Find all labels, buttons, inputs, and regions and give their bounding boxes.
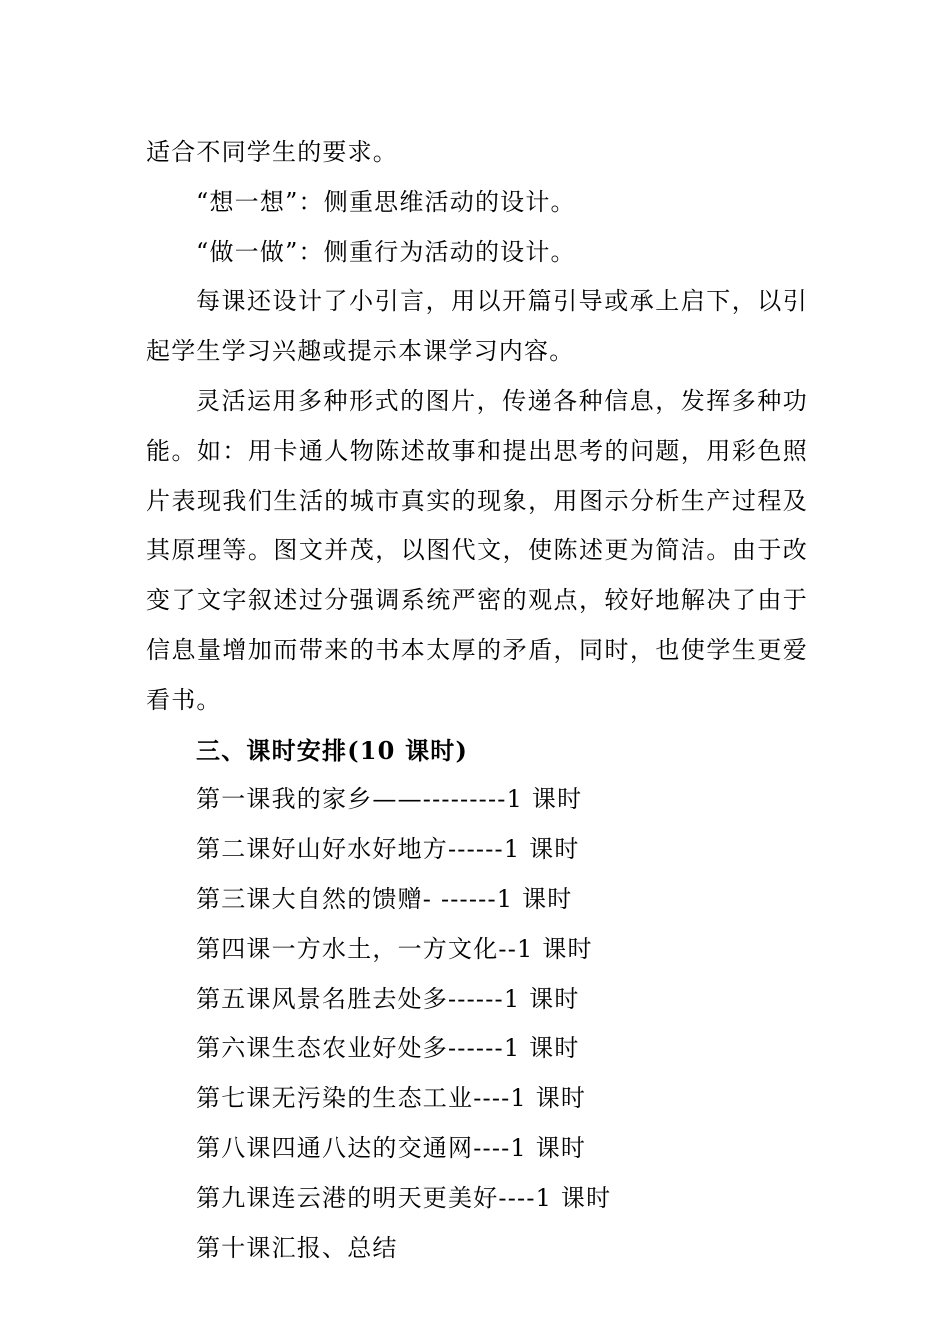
schedule-item: 第四课一方水土，一方文化--1 课时 [196,934,593,963]
schedule-list [146,775,808,1273]
schedule-item: 第三课大自然的馈赠- ------1 课时 [196,884,573,913]
paragraph-think: “想一想”：侧重思维活动的设计。 [196,187,576,216]
paragraph-pictures: 灵活运用多种形式的图片，传递各种信息，发挥多种功能。如：用卡通人物陈述故事和提出思考的问题，用彩色照片表现我们生活的城市真实的现象，用图示分析生产过程及其原理等。图文并茂，以图代文，使陈述更为简洁。由于改变了文字叙述过分强调系统严密的观点，较好地解决了由于信息量增加而带来的书本太厚的矛盾，同时，也使学生更爱看书。 [146,386,808,714]
document-body [146,128,808,1273]
paragraph-do: “做一做”：侧重行为活动的设计。 [196,237,576,266]
schedule-item: 第五课风景名胜去处多------1 课时 [196,984,580,1013]
schedule-item: 第二课好山好水好地方------1 课时 [196,835,580,864]
schedule-item: 第六课生态农业好处多------1 课时 [196,1034,580,1063]
schedule-item: 第十课汇报、总结 [196,1233,398,1262]
section-heading: 三、课时安排(10 课时) [196,735,469,765]
schedule-item: 第七课无污染的生态工业----1 课时 [196,1084,587,1113]
paragraph-introduction: 每课还设计了小引言，用以开篇引导或承上启下，以引起学生学习兴趣或提示本课学习内容。 [146,287,808,366]
schedule-item: 第八课四通八达的交通网----1 课时 [196,1133,587,1162]
paragraph-continuation: 适合不同学生的要求。 [146,138,398,166]
schedule-item: 第一课我的家乡——---------1 课时 [196,785,583,814]
schedule-item: 第九课连云港的明天更美好----1 课时 [196,1183,612,1212]
